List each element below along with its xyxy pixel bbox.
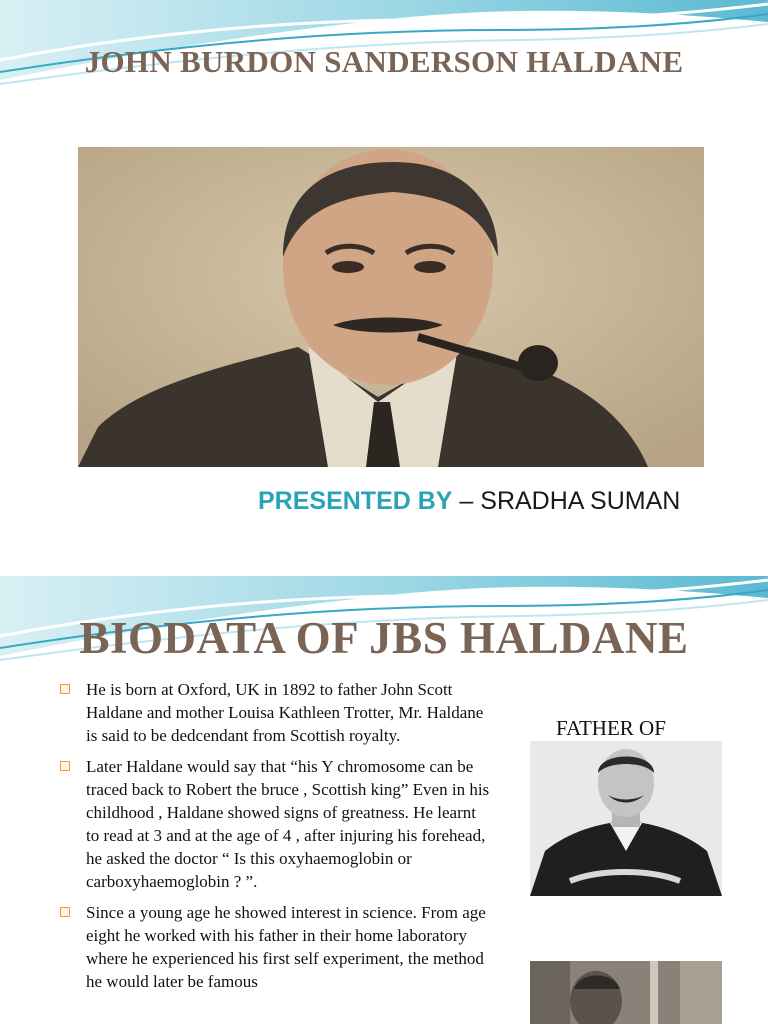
- presenter-name: SRADHA SUMAN: [480, 487, 681, 515]
- bullet-text: Since a young age he showed interest in science. From age eight he worked with his father in their home laboratory where he experienced his first self experiment, the method he would later be famous: [86, 903, 486, 991]
- photo-caption: FATHER OF: [556, 716, 666, 740]
- bullet-text: He is born at Oxford, UK in 1892 to father John Scott Haldane and mother Louisa Kathleen Trotter, Mr. Haldane is said to be dedcendant from Scottish royalty.: [86, 680, 484, 745]
- bullet-list: [60, 678, 490, 1001]
- list-item: [60, 678, 490, 747]
- bullet-text: Later Haldane would say that “his Y chromosome can be traced back to Robert the bruce , Scottish king” Even in his childhood , Haldane showed signs of greatness. He learnt to read at 3 and at the age of 4 , after injuring his forehead, he asked the doctor “ Is this oxyhaemoglobin or carboxyhaemoglobin ? ”.: [86, 757, 490, 891]
- biodata-slide: [0, 576, 768, 1024]
- slide-title: BIODATA OF JBS HALDANE: [79, 613, 689, 663]
- list-item: [60, 755, 490, 893]
- list-item: [60, 901, 490, 993]
- second-photo: [530, 961, 722, 1024]
- presenter-line: [258, 487, 680, 516]
- father-photo: [530, 741, 722, 896]
- slide-title: JOHN BURDON SANDERSON HALDANE: [84, 44, 684, 79]
- square-bullet-icon: [60, 761, 70, 771]
- square-bullet-icon: [60, 907, 70, 917]
- presented-sep: –: [452, 487, 481, 515]
- portrait-photo: [78, 147, 704, 467]
- presented-by-label: PRESENTED BY: [258, 487, 453, 515]
- square-bullet-icon: [60, 684, 70, 694]
- slide-divider: [0, 562, 768, 576]
